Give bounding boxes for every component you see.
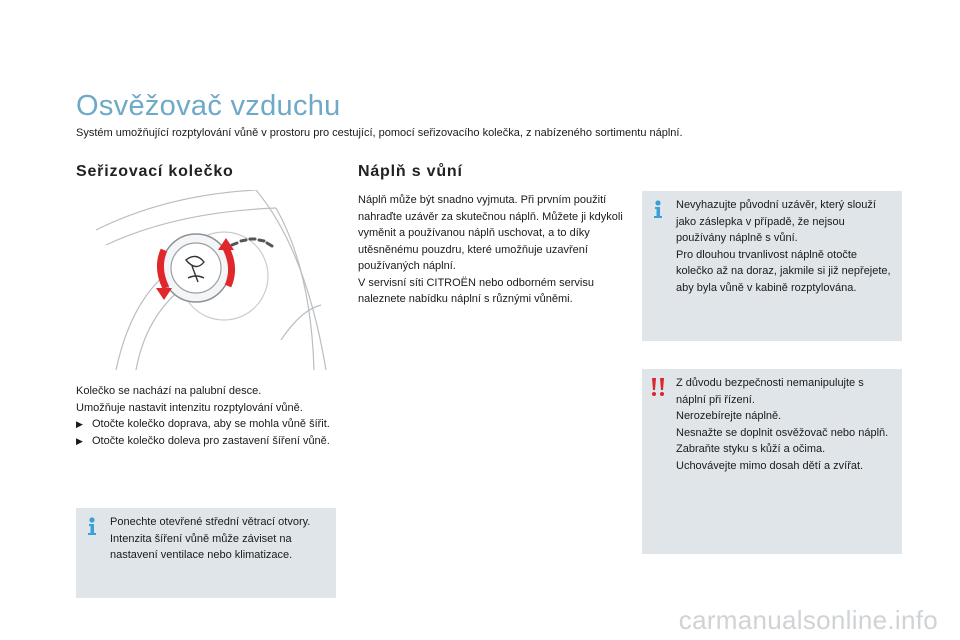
dashboard-wheel-illustration xyxy=(76,190,336,370)
list-item xyxy=(76,416,341,433)
warning-text: Zabraňte styku s kůží a očima. xyxy=(676,443,826,455)
warning-text: Nerozebírejte náplně. xyxy=(676,410,782,422)
heading-fragrance-cartridge: Náplň s vůní xyxy=(358,163,463,180)
list-item xyxy=(76,433,341,450)
info-text: Nevyhazujte původní uzávěr, který slouží jako záslepka v případě, že nejsou používány náplně s vůní. xyxy=(676,199,876,244)
watermark: carmanualsonline.info xyxy=(678,605,938,635)
info-text: Ponechte otevřené střední větrací otvory. xyxy=(110,516,311,528)
warning-text: Uchovávejte mimo dosah dětí a zvířat. xyxy=(676,459,864,472)
intro-text: Systém umožňující rozptylování vůně v prostoru pro cestující, pomocí seřizovacího kolečka, z nabízeného sortimentu náplní. xyxy=(76,127,683,139)
bullet-text: Otočte kolečko doprava, aby se mohla vůně šířit. xyxy=(92,418,330,430)
wheel-location-text: Kolečko se nachází na palubní desce. xyxy=(76,385,262,397)
page-title: Osvěžovač vzduchu xyxy=(76,90,341,122)
info-icon xyxy=(84,516,100,536)
heading-adjust-wheel: Seřizovací kolečko xyxy=(76,163,234,180)
info-text: Intenzita šíření vůně může záviset na nastavení ventilace nebo klimatizace. xyxy=(110,532,293,561)
cartridge-paragraph: Náplň může být snadno vyjmuta. Při prvním použití nahraďte uzávěr za skutečnou náplň. Můžete ji kdykoli vyměnit a používanou náplň uschovat, a to díky utěsněnému pouzdru, které umožňuje uzavření používaných náplní. xyxy=(358,194,623,272)
bullet-arrow-icon: ▶ xyxy=(76,435,83,446)
cartridge-paragraph: V servisní síti CITROËN nebo odborném servisu naleznete nabídku náplní s různými vůněmi. xyxy=(358,276,594,305)
info-box-cap xyxy=(642,191,902,341)
bullet-arrow-icon: ▶ xyxy=(76,419,83,429)
warning-text: Z důvodu bezpečnosti nemanipulujte s náplní při řízení. xyxy=(676,377,864,406)
warning-text: Nesnažte se doplnit osvěžovač nebo náplň. xyxy=(676,426,889,439)
info-box-ventilation xyxy=(76,508,336,598)
bullet-text: Otočte kolečko doleva pro zastavení šíření vůně. xyxy=(92,434,330,447)
info-icon xyxy=(650,199,666,219)
wheel-function-text: Umožňuje nastavit intenzitu rozptylování vůně. xyxy=(76,401,303,414)
info-text: Pro dlouhou trvanlivost náplně otočte kolečko až na doraz, jakmile si již nepřejete, aby byla vůně v kabině rozptylována. xyxy=(676,248,891,294)
warning-box-safety xyxy=(642,369,902,554)
adjust-wheel-text xyxy=(76,383,341,449)
cartridge-text xyxy=(358,192,628,308)
warning-icon xyxy=(650,377,666,397)
